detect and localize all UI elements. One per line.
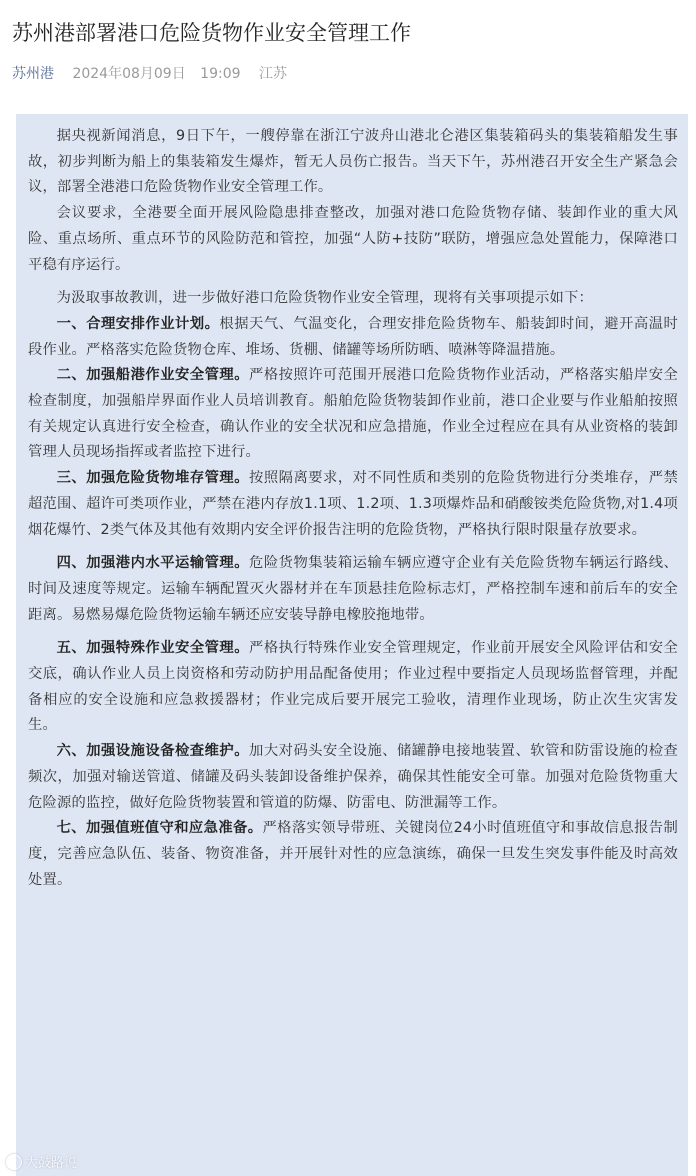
article-paragraph: 四、加强港内水平运输管理。危险货物集装箱运输车辆应遵守企业有关危险货物车辆运行路线、时间及速度等规定。运输车辆配置灭火器材并在车顶悬挂危险标志灯，严格控制车速和前后车的安全距离。易燃易爆危险货物运输车辆还应安装导静电橡胶拖地带。 — [28, 555, 678, 623]
publish-date: 2024年08月09日 — [72, 66, 186, 82]
article-title: 苏州港部署港口危险货物作业安全管理工作 — [12, 21, 411, 45]
section-heading: 七、加强值班值守和应急准备。 — [56, 820, 263, 837]
article-paragraph: 五、加强特殊作业安全管理。严格执行特殊作业安全管理规定，作业前开展安全风险评估和安全交底，确认作业人员上岗资格和劳动防护用品配备使用；作业过程中要指定人员现场监督管理，并配备相应的安全设施和应急救援器材；作业完成后要开展完工验收，清理作业现场，防止次生灾害发生。 — [28, 640, 678, 734]
section-heading: 六、加强设施设备检查维护。 — [56, 743, 250, 760]
section-heading: 一、合理安排作业计划。 — [56, 315, 220, 332]
account-name-link[interactable]: 苏州港 — [12, 66, 54, 82]
article-meta — [12, 64, 287, 84]
section-heading: 四、加强港内水平运输管理。 — [56, 555, 250, 572]
section-heading: 五、加强特殊作业安全管理。 — [56, 640, 250, 657]
article-paragraph: 七、加强值班值守和应急准备。严格落实领导带班、关键岗位24小时值班值守和事故信息报告制度，完善应急队伍、装备、物资准备，并开展针对性的应急演练，确保一旦发生突发事件能及时高效处置。 — [28, 820, 678, 888]
article-paragraph: 三、加强危险货物堆存管理。按照隔离要求，对不同性质和类别的危险货物进行分类堆存，严禁超范围、超许可类项作业，严禁在港内存放1.1项、1.2项、1.3项爆炸品和硝酸铵类危险货物,对1.4项烟花爆竹、2类气体及其他有效期内安全评价报告注明的危险货物，严格执行限时限量存放要求。 — [28, 470, 678, 538]
section-heading: 二、加强船港作业安全管理。 — [56, 367, 250, 384]
article-body — [16, 114, 688, 1176]
publish-time: 19:09 — [200, 66, 241, 82]
section-heading: 三、加强危险货物堆存管理。 — [56, 470, 250, 487]
article-paragraph: 会议要求，全港要全面开展风险隐患排查整改，加强对港口危险货物存储、装卸作业的重大风险、重点场所、重点环节的风险防范和管控，加强“人防+技防”联防，增强应急处置能力，保障港口平稳有序运行。 — [28, 205, 678, 273]
article-paragraph: 据央视新闻消息，9日下午，一艘停靠在浙江宁波舟山港北仑港区集装箱码头的集装箱船发生事故，初步判断为船上的集装箱发生爆炸，暂无人员伤亡报告。当天下午，苏州港召开安全生产紧急会议，部署全港港口危险货物作业安全管理工作。 — [28, 128, 678, 196]
watermark-icon — [6, 1154, 22, 1170]
article-paragraph: 一、合理安排作业计划。根据天气、气温变化，合理安排危险货物车、船装卸时间，避开高温时段作业。严格落实危险货物仓库、堆场、货棚、储罐等场所防晒、喷淋等降温措施。 — [28, 315, 678, 358]
article-paragraph: 六、加强设施设备检查维护。加大对码头安全设施、储罐静电接地装置、软管和防雷设施的检查频次，加强对输送管道、储罐及码头装卸设备维护保养，确保其性能安全可靠。加强对危险货物重大危险源的监控，做好危险货物装置和管道的防爆、防雷电、防泄漏等工作。 — [28, 743, 678, 811]
watermark — [6, 1152, 77, 1171]
watermark-text: 大鼓路说 — [25, 1156, 78, 1171]
article-paragraph: 为汲取事故教训，进一步做好港口危险货物作业安全管理，现将有关事项提示如下： — [56, 290, 593, 307]
article-paragraph: 二、加强船港作业安全管理。严格按照许可范围开展港口危险货物作业活动，严格落实船岸安全检查制度，加强船岸界面作业人员培训教育。船舶危险货物装卸作业前，港口企业要与作业船舶按照有关规定认真进行安全检查，确认作业的安全状况和应急措施，作业全过程应在具有从业资格的装卸管理人员现场指挥或者监控下进行。 — [28, 367, 678, 461]
publish-location: 江苏 — [258, 66, 287, 82]
